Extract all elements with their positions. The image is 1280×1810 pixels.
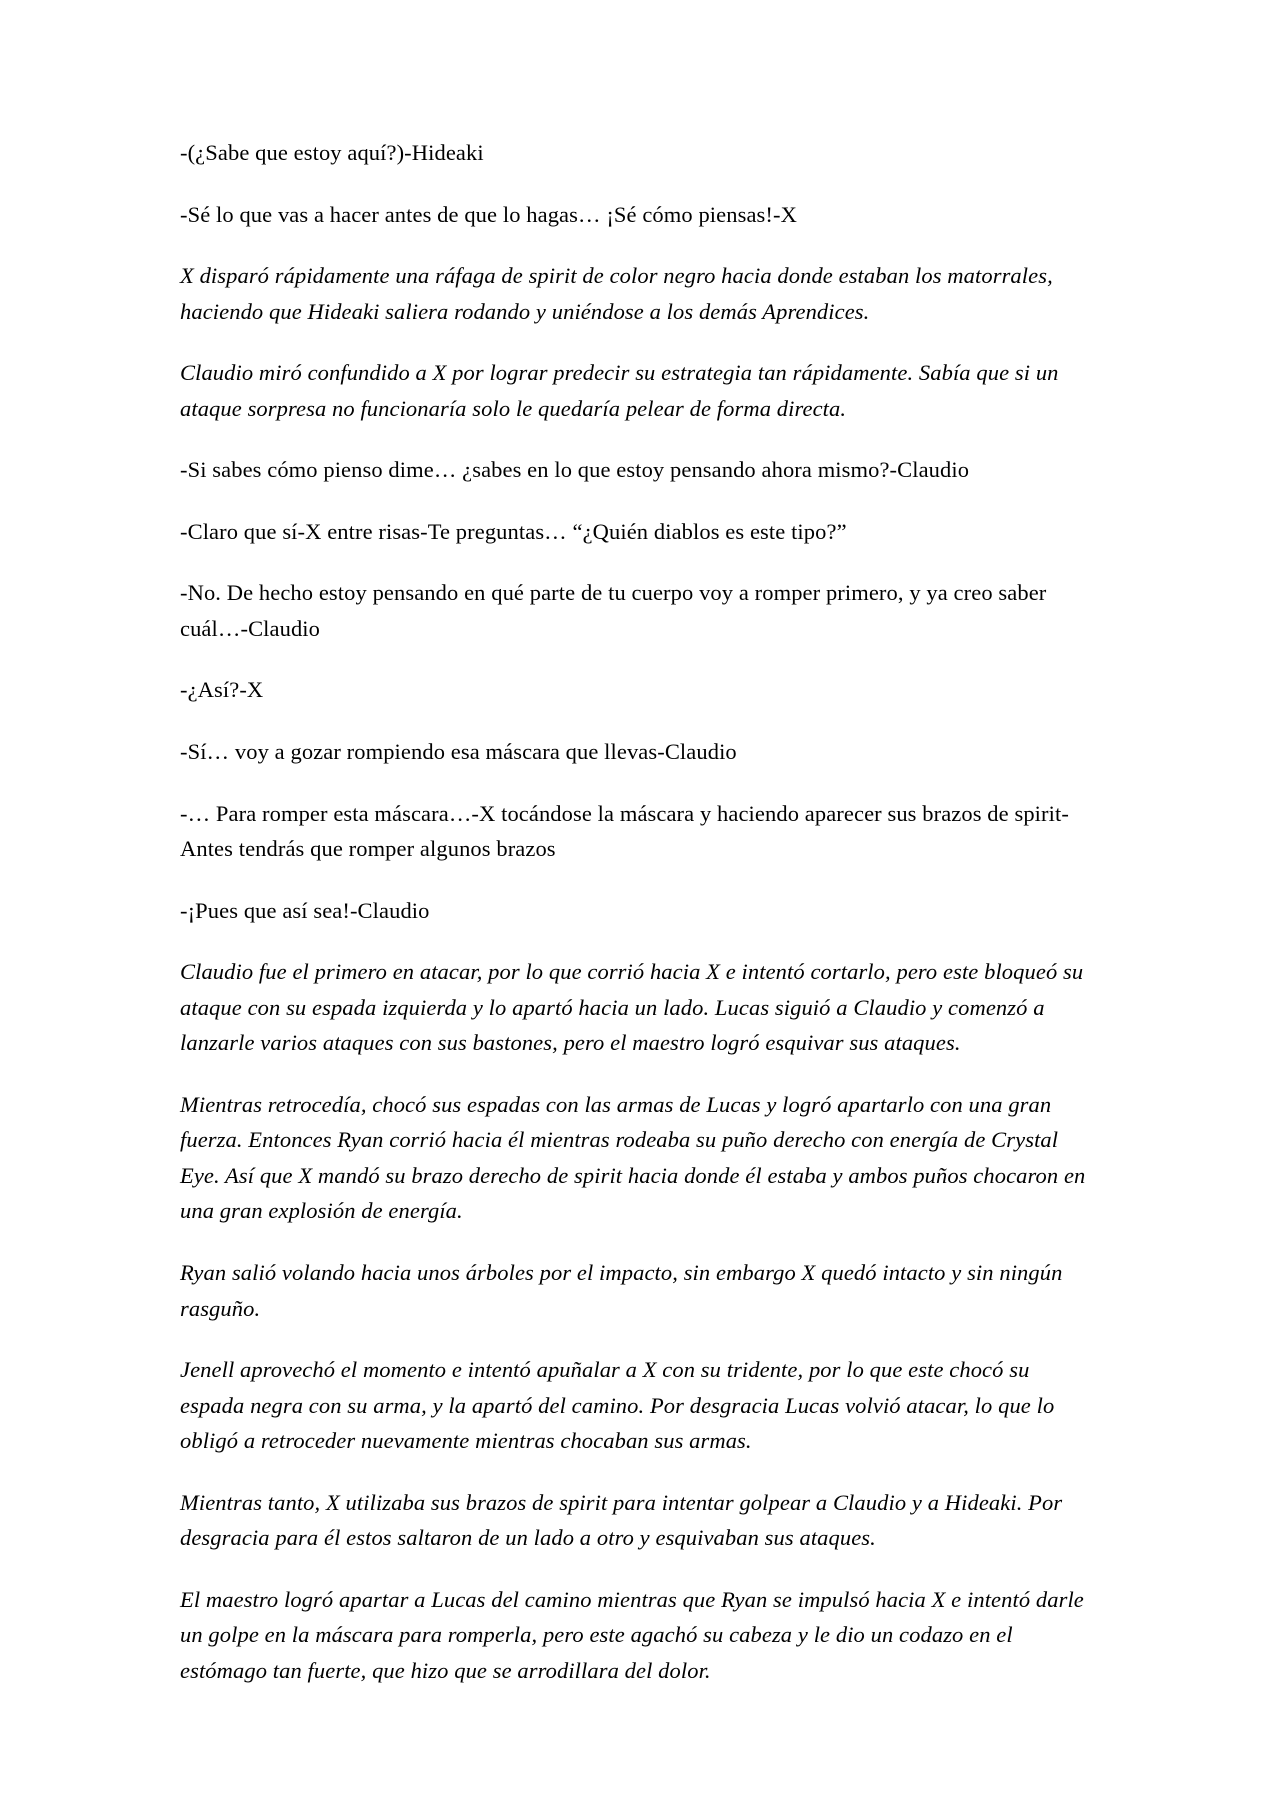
paragraph: -Claro que sí-X entre risas-Te preguntas… “¿Quién diablos es este tipo?” xyxy=(180,518,847,544)
paragraph: -(¿Sabe que estoy aquí?)-Hideaki xyxy=(180,140,484,165)
paragraph: -¡Pues que así sea!-Claudio xyxy=(180,897,430,923)
paragraph: El maestro logró apartar a Lucas del camino mientras que Ryan se impulsó hacia X e intentó darle un golpe en la máscara para romperla, pero este agachó su cabeza y le dio un codazo en el estómago tan fuerte, que hizo que se arrodillara del dolor. xyxy=(180,1586,1084,1683)
paragraph: -Sé lo que vas a hacer antes de que lo hagas… ¡Sé cómo piensas!-X xyxy=(180,201,797,227)
paragraph: Claudio fue el primero en atacar, por lo que corrió hacia X e intentó cortarlo, pero este bloqueó su ataque con su espada izquierda y lo apartó hacia un lado. Lucas siguió a Claudio y comenzó a lanzarle varios ataques con sus bastones, pero el maestro logró esquivar sus ataques. xyxy=(180,959,1084,1056)
paragraph: Mientras retrocedía, chocó sus espadas con las armas de Lucas y logró apartarlo con una gran fuerza. Entonces Ryan corrió hacia él mientras rodeaba su puño derecho con energía de Crystal Eye. Así que X mandó su brazo derecho de spirit hacia donde él estaba y ambos puños chocaron en una gran explosión de energía. xyxy=(180,1091,1086,1224)
paragraph: Jenell aprovechó el momento e intentó apuñalar a X con su tridente, por lo que este chocó su espada negra con su arma, y la apartó del camino. Por desgracia Lucas volvió atacar, lo que lo obligó a retroceder nuevamente mientras chocaban sus armas. xyxy=(180,1357,1055,1454)
paragraph: Claudio miró confundido a X por lograr predecir su estrategia tan rápidamente. Sabía que si un ataque sorpresa no funcionaría solo le quedaría pelear de forma directa. xyxy=(180,360,1059,421)
paragraph: -¿Así?-X xyxy=(180,677,264,703)
paragraph: Ryan salió volando hacia unos árboles por el impacto, sin embargo X quedó intacto y sin ningún rasguño. xyxy=(180,1260,1063,1321)
paragraph: -No. De hecho estoy pensando en qué parte de tu cuerpo voy a romper primero, y ya creo saber cuál…-Claudio xyxy=(180,580,1047,641)
paragraph: -Si sabes cómo pienso dime… ¿sabes en lo que estoy pensando ahora mismo?-Claudio xyxy=(180,457,970,483)
paragraph: -… Para romper esta máscara…-X tocándose la máscara y haciendo aparecer sus brazos de spirit-Antes tendrás que romper algunos brazos xyxy=(180,800,1069,862)
paragraph: Mientras tanto, X utilizaba sus brazos de spirit para intentar golpear a Claudio y a Hideaki. Por desgracia para él estos saltaron de un lado a otro y esquivaban sus ataques. xyxy=(180,1489,1063,1551)
paragraph: X disparó rápidamente una ráfaga de spirit de color negro hacia donde estaban los matorrales, haciendo que Hideaki saliera rodando y uniéndose a los demás Aprendices. xyxy=(180,263,1053,324)
document-body xyxy=(180,135,1095,1689)
paragraph: -Sí… voy a gozar rompiendo esa máscara que llevas-Claudio xyxy=(180,739,737,765)
